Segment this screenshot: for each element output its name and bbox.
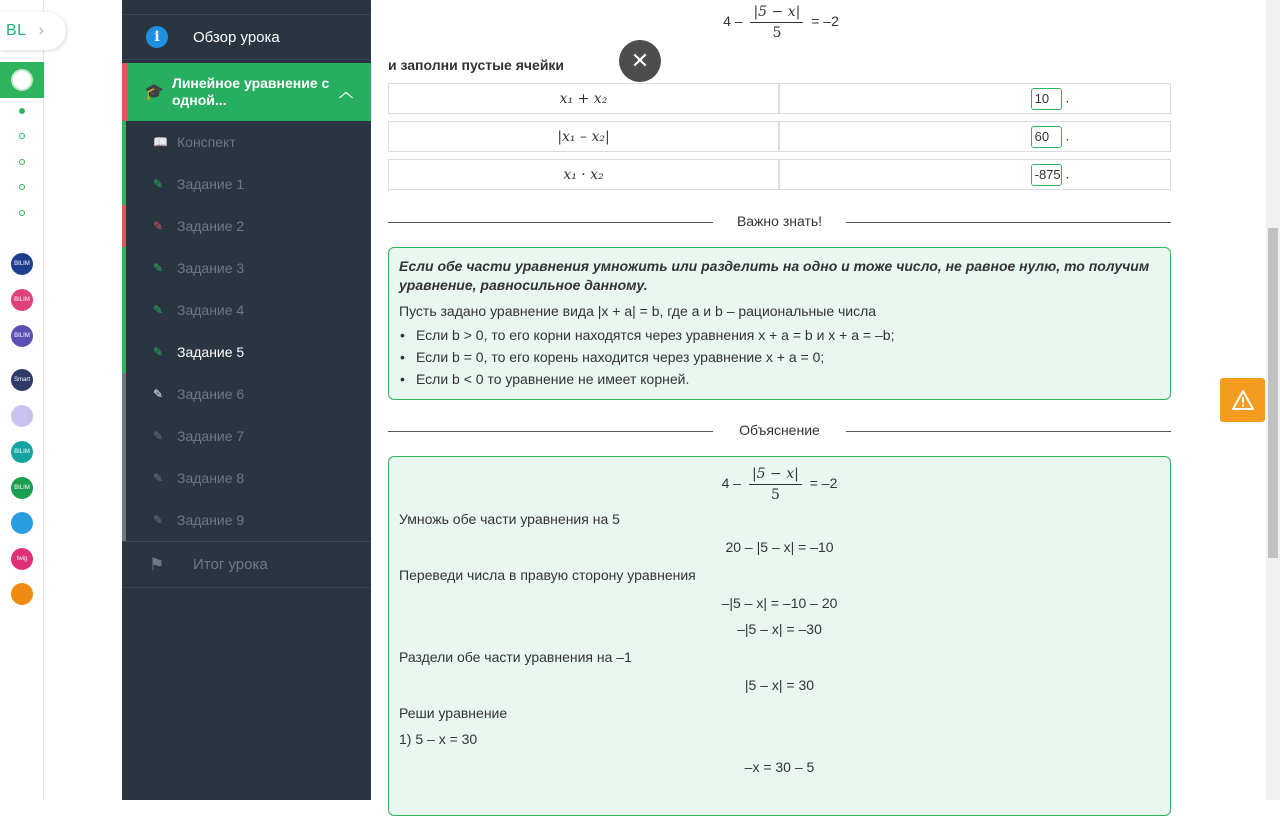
app-rail (0, 0, 44, 800)
rail-dot-4[interactable] (19, 184, 25, 190)
app-ico-8[interactable] (11, 512, 33, 534)
task-status-bar (122, 331, 126, 373)
sidebar-task-item[interactable] (122, 499, 371, 541)
page-scrollbar[interactable] (1266, 0, 1280, 800)
expression-cell: |x₁ – x₂| (388, 121, 779, 152)
expression-cell: x₁ · x₂ (388, 159, 779, 190)
explanation-divider (388, 422, 1171, 442)
step-equation: –x = 30 – 5 (744, 759, 815, 775)
task-label: Задание 8 (177, 470, 245, 486)
task-label: Задание 9 (177, 512, 245, 528)
instruction-text: и заполни пустые ячейки (388, 57, 565, 73)
fraction-denominator: 5 (770, 487, 780, 503)
explanation-box (388, 456, 1171, 816)
fraction-numerator: |5 − x| (750, 4, 803, 23)
list-item: • Если b < 0 то уравнение не имеет корней. (399, 368, 1160, 390)
app-ico-10[interactable] (11, 583, 33, 605)
app-ico-9[interactable]: twig (11, 548, 33, 570)
rule-text: Если обе части уравнения умножить или разделить на одно и тоже число, не равное нулю, то получим уравнение, равносильное данному. (399, 258, 1150, 293)
eq-left: 4 – (721, 475, 742, 492)
step-equation: 20 – |5 – x| = –10 (725, 539, 834, 555)
fraction (749, 466, 802, 503)
edit-icon: ✎ (153, 513, 164, 527)
rail-logo-toggle[interactable] (0, 12, 66, 50)
task-label: Задание 4 (177, 302, 245, 318)
online-mektep-icon (11, 69, 33, 91)
sidebar-task-item[interactable] (122, 205, 371, 247)
app-ico-7[interactable]: BILIM (11, 477, 33, 499)
list-item: • Если b > 0, то его корни находятся через уравнения x + a = b и x + a = –b; (399, 324, 1160, 346)
chevron-right-icon: › (38, 22, 44, 39)
answer-input[interactable]: 60 (1031, 126, 1062, 148)
task-label: Задание 5 (177, 344, 245, 360)
info-icon: i (146, 26, 168, 48)
task-status-bar (122, 205, 126, 247)
equation-top (371, 4, 1191, 41)
edit-icon: ✎ (153, 345, 164, 359)
task-status-bar (122, 415, 126, 457)
eq-left: 4 – (723, 13, 743, 30)
step-text: Раздели обе части уравнения на –1 (399, 649, 632, 665)
fraction-denominator: 5 (772, 25, 782, 41)
step-equation: |5 – x| = 30 (744, 677, 815, 693)
step-text: Умножь обе части уравнения на 5 (399, 511, 620, 527)
sidebar-item-lesson[interactable] (122, 63, 371, 121)
task-list (122, 121, 371, 541)
edit-icon: ✎ (153, 177, 164, 191)
sidebar-task-item[interactable] (122, 457, 371, 499)
rail-dot-5[interactable] (19, 210, 25, 216)
table-row (388, 121, 1171, 152)
book-icon: 📖 (153, 135, 168, 149)
task-status-bar (122, 457, 126, 499)
rail-dot-3[interactable] (19, 159, 25, 165)
sidebar-task-item[interactable] (122, 247, 371, 289)
warning-icon (1231, 389, 1255, 411)
task-status-bar (122, 499, 126, 541)
rail-dot-2[interactable] (19, 133, 25, 139)
explanation-title: Объяснение (739, 422, 820, 438)
value-cell: 60 . (779, 121, 1171, 152)
task-status-bar (122, 163, 126, 205)
table-row (388, 159, 1171, 190)
app-ico-4[interactable]: Smart (11, 369, 33, 391)
sidebar-item-label: Итог урока (193, 556, 268, 573)
task-label: Задание 3 (177, 260, 245, 276)
sidebar-task-item[interactable] (122, 121, 371, 163)
app-ico-6[interactable]: BILIM (11, 441, 33, 463)
step-equation: –|5 – x| = –10 – 20 (721, 595, 838, 611)
report-problem-button[interactable] (1220, 378, 1265, 422)
app-ico-3[interactable]: BILIM (11, 325, 33, 347)
sidebar-task-item[interactable] (122, 163, 371, 205)
task-status-bar (122, 247, 126, 289)
task-status-bar (122, 121, 126, 163)
edit-icon: ✎ (153, 429, 164, 443)
scrollbar-thumb[interactable] (1268, 228, 1278, 558)
expression-cell: x₁ + x₂ (388, 83, 779, 114)
task-status-bar (122, 373, 126, 415)
sidebar-task-item[interactable] (122, 373, 371, 415)
task-status-bar (122, 289, 126, 331)
sidebar-task-item[interactable] (122, 289, 371, 331)
lesson-sidebar (122, 0, 371, 800)
close-icon: ✕ (630, 48, 650, 73)
eq-right: = –2 (811, 13, 839, 30)
value-cell: 10 . (779, 83, 1171, 114)
task-label: Задание 1 (177, 176, 245, 192)
fraction (750, 4, 803, 41)
edit-icon: ✎ (153, 387, 164, 401)
sidebar-item-summary[interactable] (122, 541, 371, 588)
lesson-content (371, 0, 1191, 800)
step-text: Реши уравнение (399, 705, 508, 721)
task-label: Задание 6 (177, 386, 245, 402)
step-equation: –|5 – x| = –30 (737, 621, 822, 637)
rail-active-app[interactable] (0, 62, 44, 98)
flag-icon: ⚑ (149, 554, 165, 574)
important-title: Важно знать! (736, 213, 823, 229)
task-label: Задание 7 (177, 428, 245, 444)
edit-icon: ✎ (153, 261, 164, 275)
sidebar-task-item[interactable] (122, 415, 371, 457)
step-equation: 1) 5 – x = 30 (399, 731, 478, 747)
explanation-equation (399, 466, 1160, 503)
graduation-cap-icon: 🎓 (144, 84, 164, 101)
answer-input[interactable]: -875 (1031, 164, 1062, 186)
bl-logo: BL (6, 22, 27, 39)
fraction-numerator: |5 − x| (749, 466, 802, 485)
intro-text: Пусть задано уравнение вида |x + a| = b, где a и b – рациональные числа (399, 303, 877, 319)
edit-icon: ✎ (153, 303, 164, 317)
sidebar-task-item[interactable] (122, 331, 371, 373)
app-ico-2[interactable]: BILIM (11, 289, 33, 311)
edit-icon: ✎ (153, 471, 164, 485)
sidebar-item-label: Обзор урока (193, 28, 280, 46)
task-label: Конспект (177, 134, 236, 150)
important-divider (388, 213, 1171, 233)
answer-input[interactable]: 10 (1031, 88, 1062, 110)
task-label: Задание 2 (177, 218, 245, 234)
important-box (388, 247, 1171, 400)
sidebar-item-overview[interactable] (122, 14, 371, 60)
value-cell: -875 . (779, 159, 1171, 190)
step-text: Переведи числа в правую сторону уравнения (399, 567, 696, 583)
list-item: • Если b = 0, то его корень находится через уравнение x + a = 0; (399, 346, 1160, 368)
table-row (388, 83, 1171, 114)
app-ico-5[interactable] (11, 405, 33, 427)
rule-list (399, 324, 1160, 390)
answer-table (388, 76, 1171, 197)
chevron-up-icon[interactable]: ︿ (339, 84, 353, 100)
edit-icon: ✎ (153, 219, 164, 233)
rail-dot-1[interactable] (19, 108, 25, 114)
app-ico-1[interactable]: BILIM (11, 253, 33, 275)
eq-right: = –2 (809, 475, 838, 492)
sidebar-item-label: Линейное уравнение с одной... (172, 75, 330, 108)
